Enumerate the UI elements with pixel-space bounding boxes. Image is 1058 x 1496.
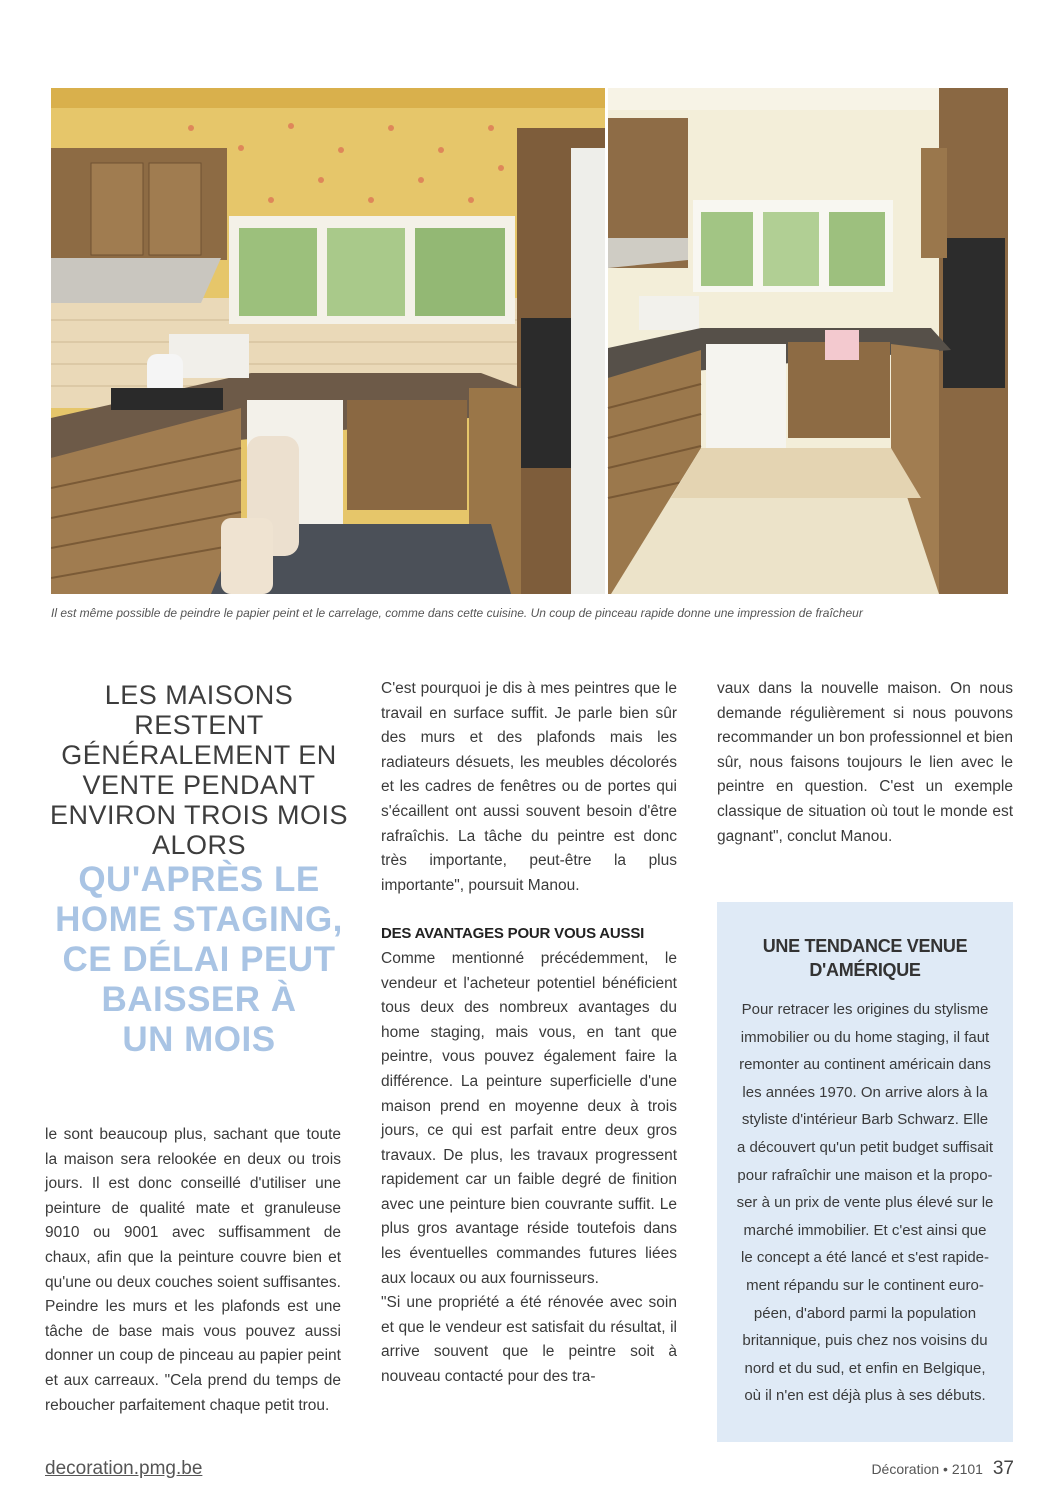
pull-quote-line: VENTE PENDANT (82, 770, 316, 800)
pull-quote-highlight-line: BAISSER À (101, 980, 297, 1019)
sidebar-box-line: pour rafraîchir une maison et la propo- (737, 1166, 993, 1184)
sidebar-box-line: ment répandu sur le continent euro- (746, 1276, 984, 1294)
body-paragraph: "Si une propriété a été rénovée avec soin et que le vendeur est satisfait du résultat, il arrive souvent que le peintre soit à nouveau contacté pour des tra- (381, 1294, 677, 1386)
body-paragraph: Comme mentionné précédemment, le vendeur et l'acheteur potentiel bénéficient tous deux des nombreux avantages du home staging, mais vous, en tant que peintre, vous pouvez également faire la différence. La peinture superficielle d'une maison prend en moyenne deux à trois jours, ce qui est parfait entre deux gros travaux. De plus, les travaux progressent rapidement car un faible degré de finition avec une peinture bien couvrante suffit. Le plus gros avantage réside toutefois dans les éventuelles commandes futures liées aux locaux ou aux fournisseurs. (381, 949, 677, 1287)
sidebar-box-line: où il n'en est déjà plus à ses débuts. (744, 1387, 986, 1405)
section-subheading: DES AVANTAGES POUR VOUS AUSSI (381, 925, 645, 943)
sidebar-box-line: nord et du sud, et enfin en Belgique, (744, 1359, 986, 1377)
sidebar-box-line: Pour retracer les origines du stylisme (741, 1001, 989, 1018)
page-number: 37 (992, 1458, 1014, 1479)
sidebar-box-text (733, 996, 997, 1410)
issue-label: Décoration • 2101 (871, 1461, 983, 1477)
body-paragraph: vaux dans la nouvelle maison. On nous demande régulièrement si nous pouvons recommander un bon professionnel et bien sûr, nous faisons toujours le lien avec le peintre en question. C'est un exemple classique de situation où tout le monde est gagnant", conclut Manou. (717, 680, 1013, 845)
sidebar-box-title-line: UNE TENDANCE VENUE (762, 936, 968, 956)
sidebar-box-title-line: D'AMÉRIQUE (809, 960, 921, 980)
pull-quote-highlight (44, 860, 354, 1060)
pull-quote-highlight-line: UN MOIS (122, 1020, 276, 1059)
photo-caption: Il est même possible de peindre le papier peint et le carrelage, comme dans cette cuisine. Un coup de pinceau rapide donne une impression de fraîcheur (51, 606, 863, 620)
pull-quote-gray (44, 680, 354, 860)
article-column-1 (45, 1123, 341, 1418)
sidebar-box-line: remonter au continent américain dans (739, 1056, 991, 1074)
sidebar-box-line: marché immobilier. Et c'est ainsi que (743, 1221, 987, 1239)
page-footer (871, 1458, 1014, 1480)
pull-quote-highlight-line: CE DÉLAI PEUT (62, 940, 336, 979)
pull-quote-line: GÉNÉRALEMENT EN (61, 740, 337, 770)
pull-quote-line: ALORS (151, 830, 247, 860)
sidebar-box-line: a découvert qu'un petit budget suffisait (736, 1138, 994, 1156)
sidebar-box-line: péen, d'abord parmi la population (753, 1304, 977, 1322)
kitchen-before-after-photo (51, 88, 1008, 594)
article-column-3 (717, 677, 1013, 849)
sidebar-box-line: britannique, puis chez nos voisins du (742, 1332, 988, 1350)
article-column-2 (381, 677, 677, 1390)
sidebar-box-line: les années 1970. On arrive alors à la (742, 1083, 988, 1101)
sidebar-box-line: ser à un prix de vente plus élevé sur le (736, 1194, 994, 1212)
sidebar-box-line: immobilier ou du home staging, il faut (740, 1028, 990, 1046)
pull-quote-highlight-line: QU'APRÈS LE (78, 860, 320, 899)
pull-quote-line: LES MAISONS RESTENT (104, 680, 294, 740)
sidebar-box (717, 902, 1013, 1442)
sidebar-box-line: le concept a été lancé et s'est rapide- (740, 1249, 989, 1267)
pull-quote-line: ENVIRON TROIS MOIS (49, 800, 349, 830)
sidebar-box-line: styliste d'intérieur Barb Schwarz. Elle (741, 1111, 989, 1129)
pull-quote-highlight-line: HOME STAGING, (55, 900, 343, 939)
kitchen-photo-illustration (51, 88, 1008, 594)
sidebar-box-title (727, 934, 1003, 982)
pull-quote (44, 680, 354, 1060)
body-paragraph: le sont beaucoup plus, sachant que toute la maison sera relookée en deux ou trois jours. Il est donc conseillé d'utiliser une peinture de qualité mate et granuleuse 9010 ou 9001 avec suffisamment de chaux, afin que la peinture couvre bien et qu'une ou deux couches soient suffisantes. Peindre les murs et les plafonds est une tâche de base mais vous pouvez aussi donner un coup de pinceau au papier peint et aux carreaux. "Cela prend du temps de reboucher parfaitement chaque petit trou. (45, 1126, 341, 1414)
body-paragraph: C'est pourquoi je dis à mes peintres que le travail en surface suffit. Je parle bien sûr des murs et des plafonds mais les radiateurs désuets, les meubles décolorés et les cadres de fenêtres ou de portes qui s'écaillent ont aussi souvent besoin d'être rafraîchis. La tâche du peintre est donc très importante, peut-être la plus importante", poursuit Manou. (381, 680, 677, 894)
website-link[interactable]: decoration.pmg.be (45, 1458, 203, 1479)
